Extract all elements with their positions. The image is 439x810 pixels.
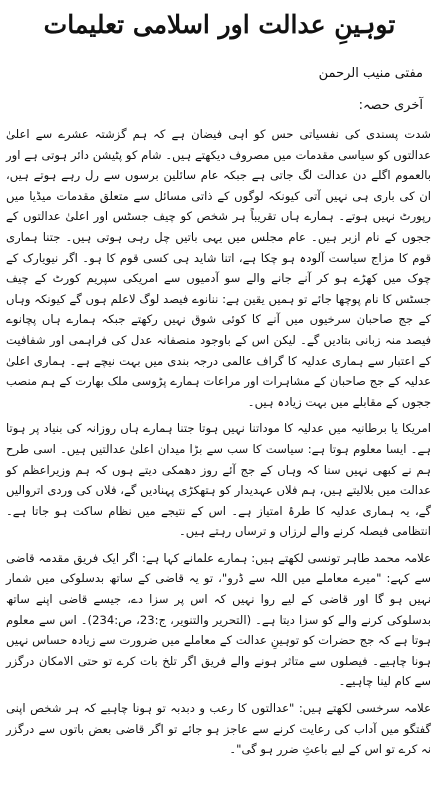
article-body xyxy=(6,124,431,766)
article-paragraph-2: امریکا یا برطانیہ میں عدلیہ کا موداتنا نہیں ہوتا جتنا ہمارے ہاں روزانہ کی بنیاد پر ہوتا ہے۔ ایسا معلوم ہوتا ہے: سیاست کا سب سے بڑا میدان اعلیٰ عدالتیں ہیں۔ اسی طرح ہم نے کبھی نہیں سنا کہ وہاں کے جج آئے روز دھمکی دیتے ہوں کہ ہم وزیراعظم کو عدالت میں بلالیتے ہیں، ہم فلاں عہدیدار کو ہتھکڑی پہنادیں گے، فلاں کی وردی اتروالیں گے، یہ ہماری عدلیہ کا طرۂ امتیاز ہے۔ اس کے نتیجے میں نظام ساکت ہو جاتا ہے۔ انتظامی فیصلہ کرنے والے لرزاں و ترساں رہتے ہیں۔ xyxy=(6,421,431,539)
article-paragraph-1: شدت پسندی کی نفسیاتی حس کو اہی فیضان ہے کہ ہم گزشتہ عشرے سے اعلیٰ عدالتوں کو سیاسی مقدمات میں مصروف دیکھتے ہیں۔ شام کو پٹیشن دائر ہوتی ہے اور بالعموم اگلے دن عدالت لگ جاتی ہے جبکہ عام سائلین برسوں سے رل رہے ہوتے ہیں، ان کی باری ہی نہیں آتی کیونکہ لوگوں کے ذاتی مسائل سے متعلق مقدمات میڈیا میں رپورٹ نہیں ہوتے۔ ہمارے ہاں تقریباً ہر شخص کو چیف جسٹس اور اعلیٰ عدالتوں کے ججوں کے نام ازبر ہیں۔ عام مجلس میں یہی باتیں چل رہی ہوتی ہیں۔ جتنا ہماری قوم کا مزاج سیاست آلودہ ہو چکا ہے، اتنا شاید ہی کسی قوم کا ہو۔ اگر نیویارک کے چوک میں کھڑے ہو کر آنے جانے والے سو آدمیوں سے امریکی سپریم کورٹ کے چیف جسٹس کا نام پوچھا جائے تو ہمیں یقین ہے: ننانوے فیصد لوگ لاعلم ہوں گے کیونکہ وہاں کے جج صاحبان سرخیوں میں آنے کا کوئی شوق نہیں رکھتے جبکہ ہمارے ہاں پچانوے فیصد منہ زبانی بتادیں گے۔ لیکن اس کے باوجود منصفانہ عدل کی فراہمی اور شفافیت کے اعتبار سے ہماری عدلیہ کا گراف عالمی درجہ بندی میں بہت نیچے ہے۔ ہماری اعلیٰ عدلیہ کے جج صاحبان کے مشاہرات اور مراعات ہمارے پڑوسی ملک بھارت کے ہم منصب ججوں کے مقابلے میں بہت زیادہ ہیں۔ xyxy=(6,127,431,409)
section-heading: آخری حصہ: xyxy=(358,98,423,113)
article-title: توہینِ عدالت اور اسلامی تعلیمات xyxy=(43,10,396,39)
article-paragraph-4: علامہ سرخسی لکھتے ہیں: "عدالتوں کا رعب و دبدبہ تو ہونا چاہیے کہ ہر شخص اپنی گفتگو میں آداب کی رعایت کرنے سے عاجز ہو جائے تو اگر قاضی بعض باتوں سے درگزر نہ کرے تو اس کے لیے باعثِ ضرر ہو گی"۔ xyxy=(6,701,431,757)
author-byline: مفتی منیب الرحمن xyxy=(318,66,423,81)
article-paragraph-3: علامہ محمد طاہر تونسی لکھتے ہیں: ہمارے علمانے کہا ہے: اگر ایک فریق مقدمہ قاضی سے کہے: "میرے معاملے میں اللہ سے ڈرو"، تو یہ قاضی کے ساتھ بدسلوکی میں شمار نہیں ہو گا اور قاضی کے لیے روا نہیں کہ اس پر سزا دے، جیسے قاضی اپنے ساتھ بدسلوکی کرنے والے کو سزا دیتا ہے۔ (التحریر والتنویر، ج:23، ص:234)۔ اس سے معلوم ہوتا ہے کہ جج حضرات کو توہینِ عدالت کے معاملے میں ضرورت سے زیادہ حساس نہیں ہونا چاہیے۔ فیصلوں سے متاثر ہونے والے فریق اگر تلخ بات کرے تو حتی الامکان درگزر سے کام لینا چاہیے۔ xyxy=(6,550,431,689)
